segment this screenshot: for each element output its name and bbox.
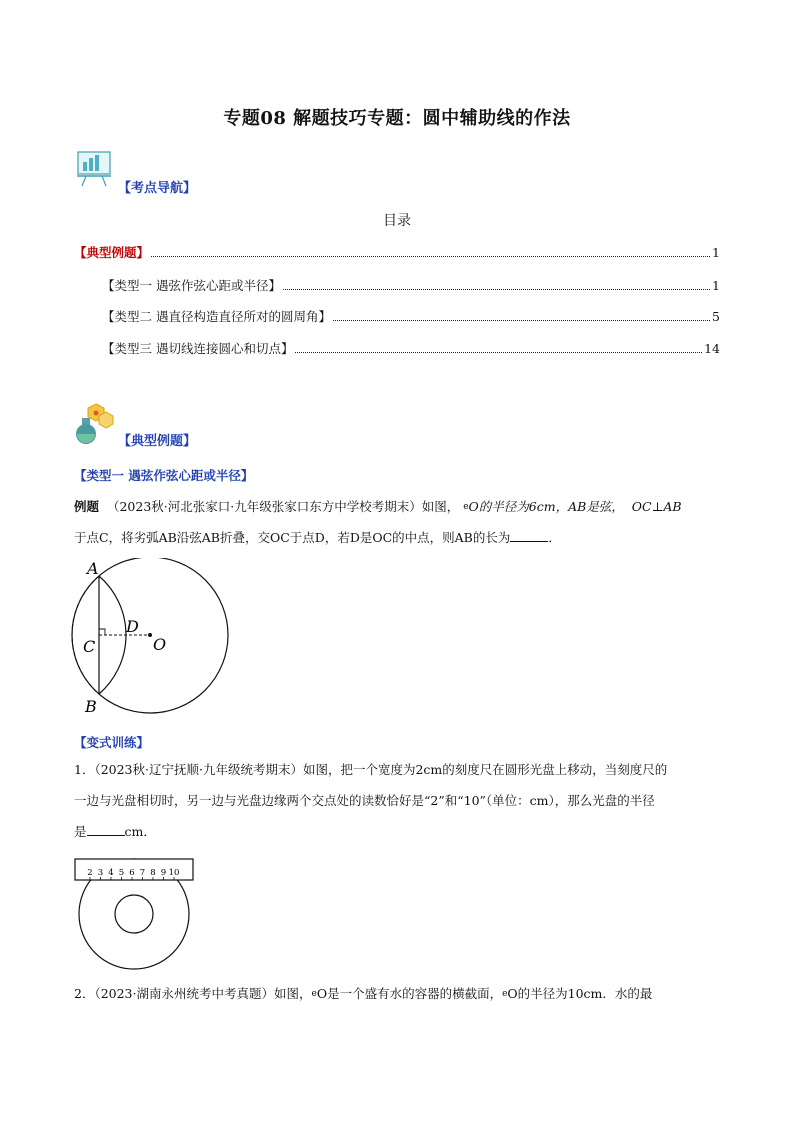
q2-line-1: 2．（2023·湖南永州统考中考真题）如图，eO是一个盛有水的容器的横截面，eO的半径为10cm．水的最 (74, 986, 653, 1001)
flask-icon (72, 402, 116, 444)
page-title: 专题08 解题技巧专题：圆中辅助线的作法 (223, 108, 571, 129)
ruler-tick-label: 8 (150, 868, 156, 878)
label-D: D (126, 617, 139, 636)
examples-label: 【典型例题】 (118, 434, 197, 449)
label-O: O (153, 635, 167, 654)
presentation-board-icon (74, 148, 114, 188)
circle-fold-figure (70, 558, 240, 716)
circle-symbol: e (502, 989, 508, 999)
toc-row[interactable]: 【类型二 遇直径构造直径所对的圆周角】 5 (102, 309, 720, 324)
label-A: A (87, 559, 99, 578)
ruler-tick-label: 4 (108, 868, 114, 878)
toc-row[interactable]: 【类型一 遇弦作弦心距或半径】 1 (102, 278, 720, 293)
q1-line-3: 是 cm． (74, 824, 156, 839)
ruler-tick-label: 2 (87, 868, 93, 878)
type1-label: 【类型一 遇弦作弦心距或半径】 (74, 468, 254, 483)
toc-row[interactable]: 【类型三 遇切线连接圆心和切点】 14 (102, 341, 720, 356)
ruler-tick-label: 9 (160, 868, 167, 878)
answer-blank[interactable] (87, 823, 125, 836)
example-line-2: 于点C，将劣弧AB沿弦AB折叠，交OC于点D，若D是OC的中点，则AB的长为 ． (74, 530, 561, 545)
ruler-tick-label: 7 (139, 868, 146, 878)
circle-symbol: e (463, 502, 469, 512)
ruler-tick-label: 5 (118, 868, 125, 878)
ruler-tick-label: 3 (97, 868, 104, 878)
variant-label: 【变式训练】 (74, 735, 150, 750)
example-line-1: 例题 （2023秋·河北张家口·九年级张家口东方中学校考期末）如图， eO的半径为6cm，AB是弦， OC⊥AB (74, 499, 682, 514)
ruler-tick-label: 6 (129, 868, 135, 878)
circle-symbol: e (311, 989, 317, 999)
toc-row[interactable]: 【典型例题】 1 (74, 245, 720, 260)
q1-line-2: 一边与光盘相切时，另一边与光盘边缘两个交点处的读数恰好是“2”和“10”（单位：cm），那么光盘的半径 (74, 793, 655, 808)
label-B: B (85, 697, 97, 716)
nav-label: 【考点导航】 (118, 181, 197, 196)
answer-blank[interactable] (510, 529, 548, 542)
ruler-tick-label: 10 (168, 868, 180, 878)
toc-heading: 目录 (383, 213, 411, 229)
q1-line-1: 1．（2023秋·辽宁抚顺·九年级统考期末）如图，把一个宽度为2cm的刻度尺在圆形光盘上移动，当刻度尺的 (74, 762, 668, 777)
ruler-disc-figure (72, 856, 222, 974)
label-C: C (83, 637, 96, 656)
